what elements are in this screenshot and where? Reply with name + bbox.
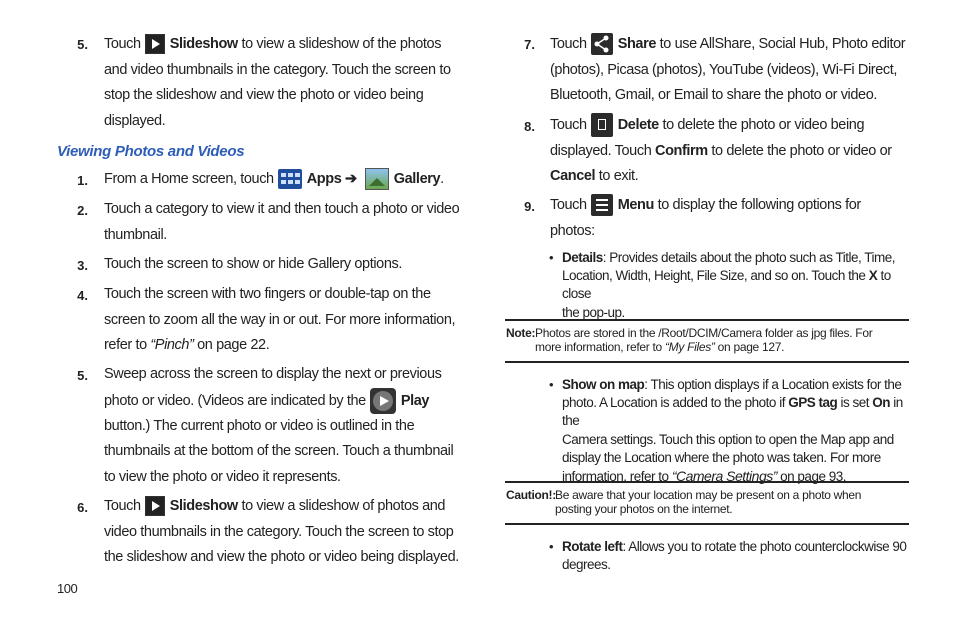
step-1-text: [104, 167, 484, 193]
text-line: Camera settings. Touch this option to open the Map app and: [562, 431, 894, 447]
text: Touch: [550, 117, 587, 133]
step-number: 5.: [77, 368, 88, 383]
text: to close: [562, 268, 891, 302]
step-number: 1.: [77, 173, 88, 188]
text-line: thumbnail.: [104, 226, 167, 243]
play-icon: [370, 388, 396, 414]
bullet: •: [549, 250, 554, 265]
text-line: Be aware that your location may be present on a photo when: [555, 488, 862, 502]
step-5a-text: [104, 32, 484, 134]
text-line: Touch the screen with two fingers or double-tap on the: [104, 286, 431, 302]
text: to exit.: [598, 168, 639, 184]
apps-label: Apps: [306, 171, 342, 187]
text: to delete the photo or video or: [711, 142, 892, 159]
text-line: Photos are stored in the /Root/DCIM/Camera folder as jpg files. For: [535, 326, 873, 340]
bullet: •: [549, 377, 554, 392]
text: displayed. Touch: [550, 142, 652, 159]
on-label: On: [872, 395, 891, 411]
arrow-icon: ➔: [345, 171, 357, 187]
text: on page 127.: [714, 340, 785, 354]
text-line: thumbnails at the bottom of the screen. Touch a thumbnail: [104, 443, 454, 460]
note-label: Note:: [506, 326, 536, 340]
share-icon: [591, 33, 613, 55]
menu-icon: [591, 194, 613, 216]
camera-settings-link[interactable]: “Camera Settings”: [671, 468, 777, 485]
step-2-text: [104, 197, 484, 248]
text: to view a slideshow of photos and: [241, 498, 446, 514]
x-label: X: [868, 268, 878, 284]
cancel-label: Cancel: [550, 168, 596, 184]
text: Touch: [104, 36, 141, 52]
slideshow-icon: [145, 34, 165, 54]
step-number: 3.: [77, 258, 88, 273]
text: Touch: [550, 197, 587, 213]
caution-text: [555, 488, 907, 516]
delete-label: Delete: [617, 117, 659, 133]
step-3-text: [104, 252, 484, 278]
text: : Provides details about the photo such as Title, Time,: [602, 250, 895, 265]
bullet: •: [549, 539, 554, 554]
text: photo. A Location is added to the photo if: [562, 395, 785, 411]
text: From a Home screen, touch: [104, 171, 274, 187]
menu-label: Menu: [617, 197, 654, 213]
step-7-text: [550, 32, 930, 109]
confirm-label: Confirm: [655, 142, 708, 159]
text: : This option displays if a Location exists for the: [644, 377, 902, 392]
text-line: Touch the screen to show or hide Gallery options.: [104, 256, 402, 272]
step-number: 5.: [77, 37, 88, 52]
text: Touch: [104, 498, 141, 514]
apps-icon: [278, 169, 302, 189]
slideshow-label: Slideshow: [169, 36, 238, 52]
my-files-link[interactable]: “My Files”: [664, 340, 715, 354]
text: photo or video. (Videos are indicated by the: [104, 392, 366, 409]
slideshow-icon: [145, 496, 165, 516]
divider: [505, 523, 909, 525]
text-line: video thumbnails in the category. Touch the screen to stop: [104, 523, 454, 540]
play-label: Play: [400, 392, 430, 409]
text-line: to view the photo or video it represents.: [104, 468, 341, 485]
gallery-label: Gallery: [393, 171, 441, 187]
text-line: the pop-up.: [562, 304, 625, 320]
text: on page 22.: [193, 337, 270, 353]
rotate-left-label: Rotate left: [562, 539, 623, 554]
step-5b-text: [104, 362, 484, 490]
step-9-text: [550, 193, 930, 244]
text: to use AllShare, Social Hub, Photo editor: [659, 36, 906, 52]
show-on-map-label: Show on map: [562, 377, 645, 392]
text: Touch: [550, 36, 587, 52]
text-line: display the Location where the photo was taken. For more: [562, 449, 881, 465]
text-line: and video thumbnails in the category. Touch the screen to: [104, 61, 451, 78]
step-number: 4.: [77, 288, 88, 303]
step-8-text: [550, 113, 930, 190]
show-on-map-text: [562, 376, 912, 486]
caution-label: Caution!:: [506, 488, 556, 502]
step-number: 6.: [77, 500, 88, 515]
step-6-text: [104, 494, 484, 571]
step-number: 2.: [77, 203, 88, 218]
gallery-icon: [365, 168, 389, 190]
share-label: Share: [617, 36, 657, 52]
text: information, refer to: [562, 469, 672, 485]
slideshow-label: Slideshow: [169, 498, 238, 514]
text-line: Bluetooth, Gmail, or Email to share the photo or video.: [550, 87, 877, 103]
text-line: Touch a category to view it and then touch a photo or video: [104, 201, 460, 217]
text: on page 93.: [776, 469, 846, 485]
details-text: [562, 249, 912, 322]
text-line: degrees.: [562, 557, 611, 573]
text-line: photos:: [550, 222, 595, 239]
divider: [505, 361, 909, 363]
text-line: displayed.: [104, 112, 166, 129]
step-number: 8.: [524, 119, 535, 134]
text: to delete the photo or video being: [662, 117, 865, 133]
text: is set: [840, 395, 870, 411]
divider: [505, 319, 909, 321]
note-text: [535, 326, 907, 354]
step-number: 9.: [524, 199, 535, 214]
section-heading: Viewing Photos and Videos: [57, 143, 245, 160]
gps-tag-label: GPS tag: [788, 395, 838, 411]
pinch-link[interactable]: “Pinch”: [150, 337, 194, 353]
text-line: the slideshow and view the photo or video being displayed.: [104, 549, 459, 565]
text: : Allows you to rotate the photo counterclockwise 90: [622, 539, 907, 554]
text: more information, refer to: [535, 340, 665, 354]
details-label: Details: [562, 250, 603, 265]
text-line: button.) The current photo or video is outlined in the: [104, 417, 415, 434]
text: Location, Width, Height, File Size, and so on. Touch the: [562, 268, 866, 284]
text-line: Sweep across the screen to display the next or previous: [104, 366, 442, 382]
text: to display the following options for: [657, 197, 861, 213]
text-line: stop the slideshow and view the photo or video being: [104, 87, 424, 103]
step-4-text: [104, 282, 484, 359]
page-number: 100: [57, 581, 78, 596]
rotate-left-text: [562, 538, 912, 574]
text: in the: [562, 395, 903, 429]
step-number: 7.: [524, 37, 535, 52]
text: to view a slideshow of the photos: [241, 36, 442, 52]
text: refer to: [104, 337, 151, 353]
delete-icon: [591, 113, 613, 137]
text: .: [440, 171, 444, 187]
divider: [505, 481, 909, 483]
text-line: posting your photos on the internet.: [555, 502, 733, 516]
text-line: screen to zoom all the way in or out. For more information,: [104, 311, 456, 328]
text-line: (photos), Picasa (photos), YouTube (videos), Wi-Fi Direct,: [550, 61, 897, 78]
